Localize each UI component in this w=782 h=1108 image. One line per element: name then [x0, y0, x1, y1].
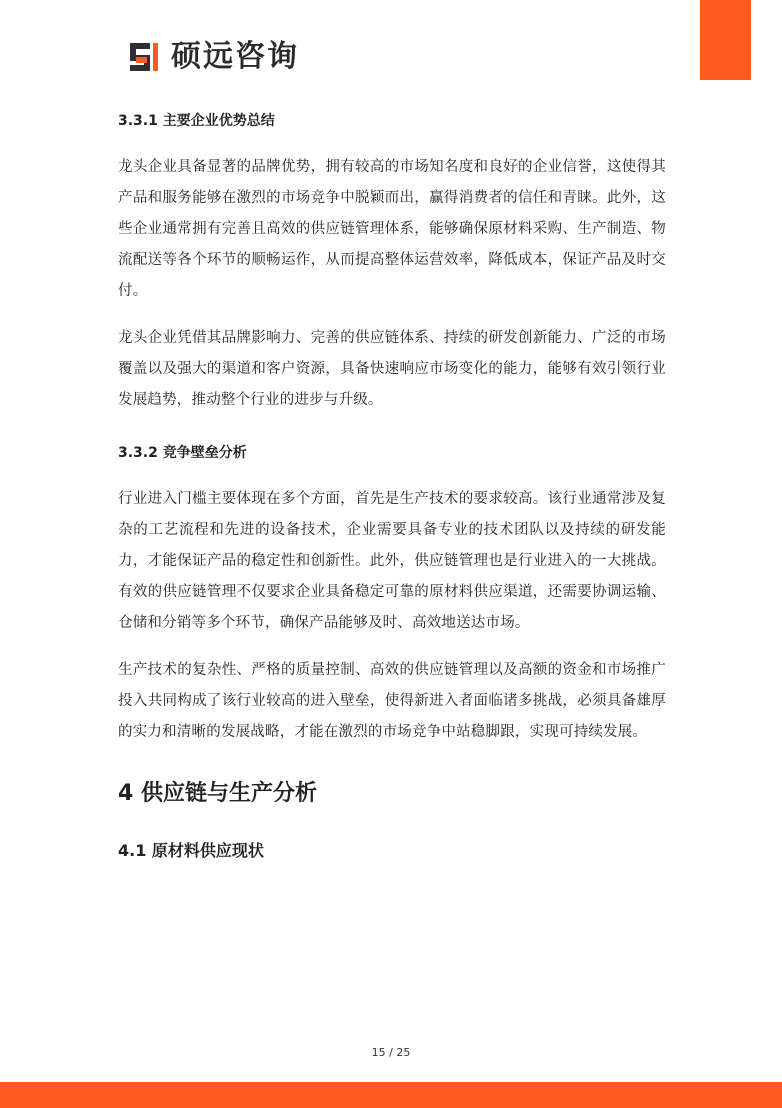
document-body [118, 100, 666, 866]
paragraph: 行业进入门槛主要体现在多个方面，首先是生产技术的要求较高。该行业通常涉及复杂的工艺流程和先进的设备技术，企业需要具备专业的技术团队以及持续的研发能力，才能保证产品的稳定性和创新性。此外，供应链管理也是行业进入的一大挑战。有效的供应链管理不仅要求企业具备稳定可靠的原材料供应渠道，还需要协调运输、仓储和分销等多个环节，确保产品能够及时、高效地送达市场。 [118, 491, 666, 631]
paragraph: 生产技术的复杂性、严格的质量控制、高效的供应链管理以及高额的资金和市场推广投入共同构成了该行业较高的进入壁垒，使得新进入者面临诸多挑战，必须具备雄厚的实力和清晰的发展战略，才能在激烈的市场竞争中站稳脚跟，实现可持续发展。 [118, 662, 666, 740]
chapter-heading-4: 4 供应链与生产分析 [118, 781, 317, 806]
logo-text: 硕远咨询 [171, 39, 299, 74]
paragraph: 龙头企业具备显著的品牌优势，拥有较高的市场知名度和良好的企业信誉，这使得其产品和服务能够在激烈的市场竞争中脱颖而出，赢得消费者的信任和青睐。此外，这些企业通常拥有完善且高效的供应链管理体系，能够确保原材料采购、生产制造、物流配送等各个环节的顺畅运作，从而提高整体运营效率，降低成本，保证产品及时交付。 [118, 159, 666, 299]
corner-accent-bar [700, 0, 751, 80]
page-number: 15 / 25 [371, 1046, 411, 1059]
paragraph: 龙头企业凭借其品牌影响力、完善的供应链体系、持续的研发创新能力、广泛的市场覆盖以及强大的渠道和客户资源，具备快速响应市场变化的能力，能够有效引领行业发展趋势，推动整个行业的进步与升级。 [118, 330, 666, 408]
logo-mark-icon [127, 40, 161, 74]
section-heading-3-3-2: 3.3.2 竞争壁垒分析 [118, 445, 247, 461]
section-heading-3-3-1: 3.3.1 主要企业优势总结 [118, 113, 275, 129]
logo [127, 40, 299, 74]
footer-accent-bar [0, 1082, 782, 1108]
section-heading-4-1: 4.1 原材料供应现状 [118, 841, 264, 860]
